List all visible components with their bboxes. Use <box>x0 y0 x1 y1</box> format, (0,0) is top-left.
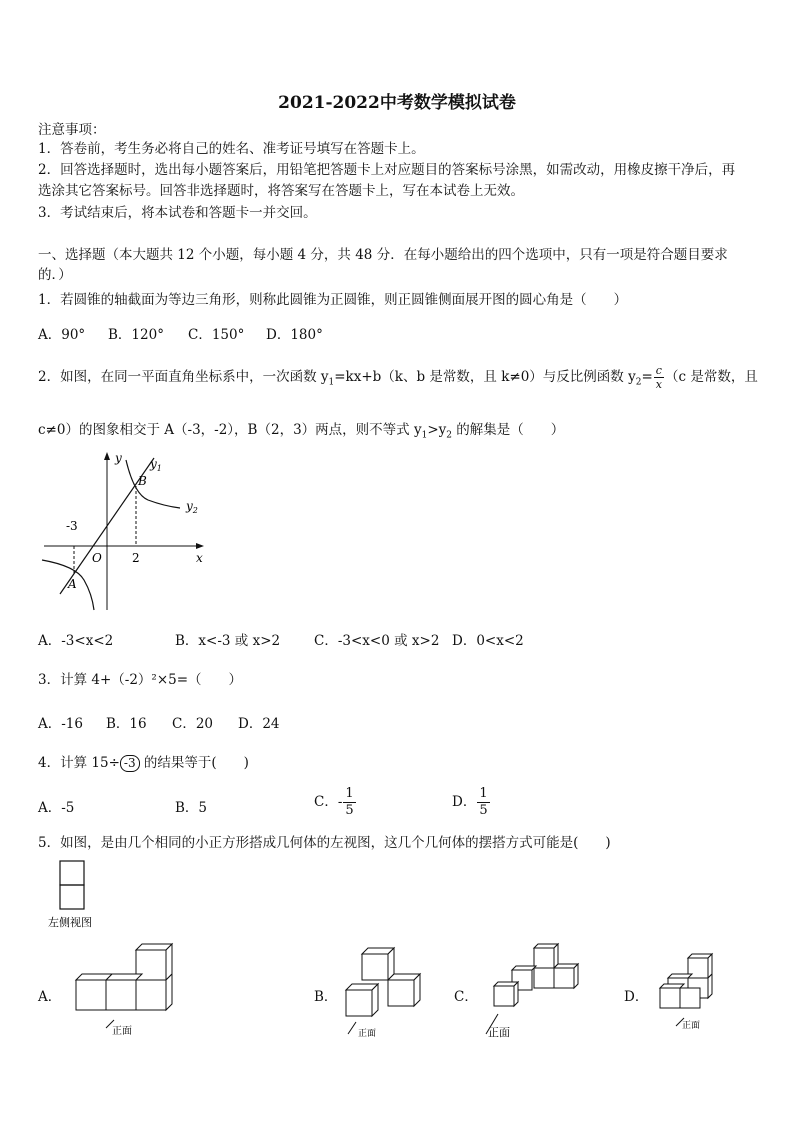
q4-d-prefix: D． <box>452 794 477 810</box>
q4-option-a[interactable]: A．-5 <box>38 800 75 816</box>
notice-item-2b: 选涂其它答案标号。回答非选择题时，将答案写在答题卡上，写在本试卷上无效。 <box>38 183 524 199</box>
q2-option-d[interactable]: D．0<x<2 <box>452 633 524 649</box>
notice-item-2a: 2．回答选择题时，选出每小题答案后，用铅笔把答题卡上对应题目的答案标号涂黑，如需改动，用橡皮擦干净后，再 <box>38 162 736 178</box>
left-view-label: 左侧视图 <box>48 916 92 929</box>
q5-option-d[interactable]: D． <box>624 989 649 1005</box>
q2-sub-2b: 2 <box>446 430 452 441</box>
front-label-c: 正面 <box>488 1026 510 1039</box>
q4-paren-value: -3 <box>120 755 140 772</box>
question-2-text-line2 <box>38 420 564 446</box>
q5-option-c[interactable]: C． <box>454 989 478 1005</box>
q2-sub-1b: 1 <box>421 430 428 441</box>
question-2-text-line1 <box>38 364 758 393</box>
y-axis-label: y <box>115 451 122 465</box>
notice-heading: 注意事项： <box>38 122 106 138</box>
question-4-text <box>38 753 249 773</box>
q4-option-d[interactable] <box>452 786 491 819</box>
q4-option-c[interactable] <box>314 786 357 819</box>
q5-option-b[interactable]: B． <box>314 989 338 1005</box>
x-axis-label: x <box>196 551 203 565</box>
q4-c-fraction: $\frac{1}{5}$ <box>345 786 354 818</box>
notice-item-3: 3．考试结束后，将本试卷和答题卡一并交回。 <box>38 205 317 221</box>
q4-c-prefix: C．- <box>314 794 343 810</box>
q2-function-graph <box>36 448 216 616</box>
q4-text-b: 的结果等于( ) <box>143 755 249 771</box>
q1-option-c[interactable]: C．150° <box>188 327 245 343</box>
q5-figure-d <box>654 948 734 1038</box>
question-5-text: 5．如图，是由几个相同的小正方形搭成几何体的左视图，这几个几何体的摆搭方式可能是( ) <box>38 835 611 851</box>
point-b-label: B <box>138 474 147 488</box>
front-arrow-b <box>348 1022 356 1034</box>
q3-option-a[interactable]: A．-16 <box>38 716 83 732</box>
q2-fraction-c-over-x <box>654 364 664 391</box>
front-label-d: 正面 <box>682 1021 701 1031</box>
q2-text2-c: 的解集是（ ） <box>452 422 565 438</box>
q1-option-a[interactable]: A．90° <box>38 327 86 343</box>
q4-expression: 15÷ -3 <box>91 755 139 771</box>
q3-option-c[interactable]: C．20 <box>172 716 214 732</box>
q2-option-c[interactable]: C．-3<x<0 或 x>2 <box>314 633 440 649</box>
q5-figure-b <box>340 942 440 1042</box>
q1-option-d[interactable]: D．180° <box>266 327 323 343</box>
q2-option-a[interactable]: A．-3<x<2 <box>38 633 114 649</box>
question-3-text: 3．计算 4+（-2）²×5=（ ） <box>38 672 243 688</box>
q2-text-d: （c 是常数，且 <box>664 369 758 385</box>
left-view-top-square <box>60 861 84 885</box>
left-view-bottom-square <box>60 885 84 909</box>
q3-option-d[interactable]: D．24 <box>238 716 280 732</box>
q2-text2-a: c≠0）的图象相交于 A（-3，-2），B（2，3）两点，则不等式 y <box>38 422 422 438</box>
q4-d-fraction: $\frac{1}{5}$ <box>479 786 488 818</box>
section-heading-line1: 一、选择题（本大题共 12 个小题，每小题 4 分，共 48 分．在每小题给出的四个选项中，只有一项是符合题目要求 <box>38 247 728 263</box>
q5-option-a[interactable]: A． <box>38 989 62 1005</box>
q2-sub-1: 1 <box>328 377 335 388</box>
q2-text-b: =kx+b（k、b 是常数，且 k≠0）与反比例函数 y <box>334 369 636 385</box>
origin-label: O <box>92 551 102 565</box>
y2-label: $y_2$ <box>186 499 198 515</box>
q2-option-b[interactable]: B．x<-3 或 x>2 <box>175 633 281 649</box>
q5-figure-a <box>66 940 186 1040</box>
page-title: 2021-2022中考数学模拟试卷 <box>278 93 516 113</box>
section-heading-line2: 的．） <box>38 267 72 283</box>
question-1-text: 1．若圆锥的轴截面为等边三角形，则称此圆锥为正圆锥，则正圆锥侧面展开图的圆心角是（ ） <box>38 292 628 308</box>
q2-text-c: = <box>641 369 653 385</box>
notice-item-1: 1．答卷前，考生务必将自己的姓名、准考证号填写在答题卡上。 <box>38 141 425 157</box>
q4-text-a: 4．计算 <box>38 755 88 771</box>
front-label-a: 正面 <box>112 1026 132 1037</box>
q1-option-b[interactable]: B．120° <box>108 327 164 343</box>
q2-frac-num: c <box>654 364 664 378</box>
tick-label-2: 2 <box>132 551 140 565</box>
q2-frac-den: x <box>655 378 662 391</box>
q2-text-a: 2．如图，在同一平面直角坐标系中，一次函数 y <box>38 369 329 385</box>
q2-sub-2: 2 <box>635 377 642 388</box>
x-axis-arrow <box>196 543 204 549</box>
q5-left-view-figure <box>44 858 108 930</box>
q5-figure-c <box>482 940 592 1040</box>
y1-label: $y_1$ <box>150 457 162 473</box>
point-a-label: A <box>68 577 77 591</box>
q2-text2-b: >y <box>427 422 447 438</box>
front-label-b: 正面 <box>358 1029 377 1039</box>
q4-option-b[interactable]: B．5 <box>175 800 208 816</box>
tick-label-neg3: -3 <box>66 519 78 533</box>
y-axis-arrow <box>104 452 110 460</box>
q3-option-b[interactable]: B．16 <box>106 716 147 732</box>
